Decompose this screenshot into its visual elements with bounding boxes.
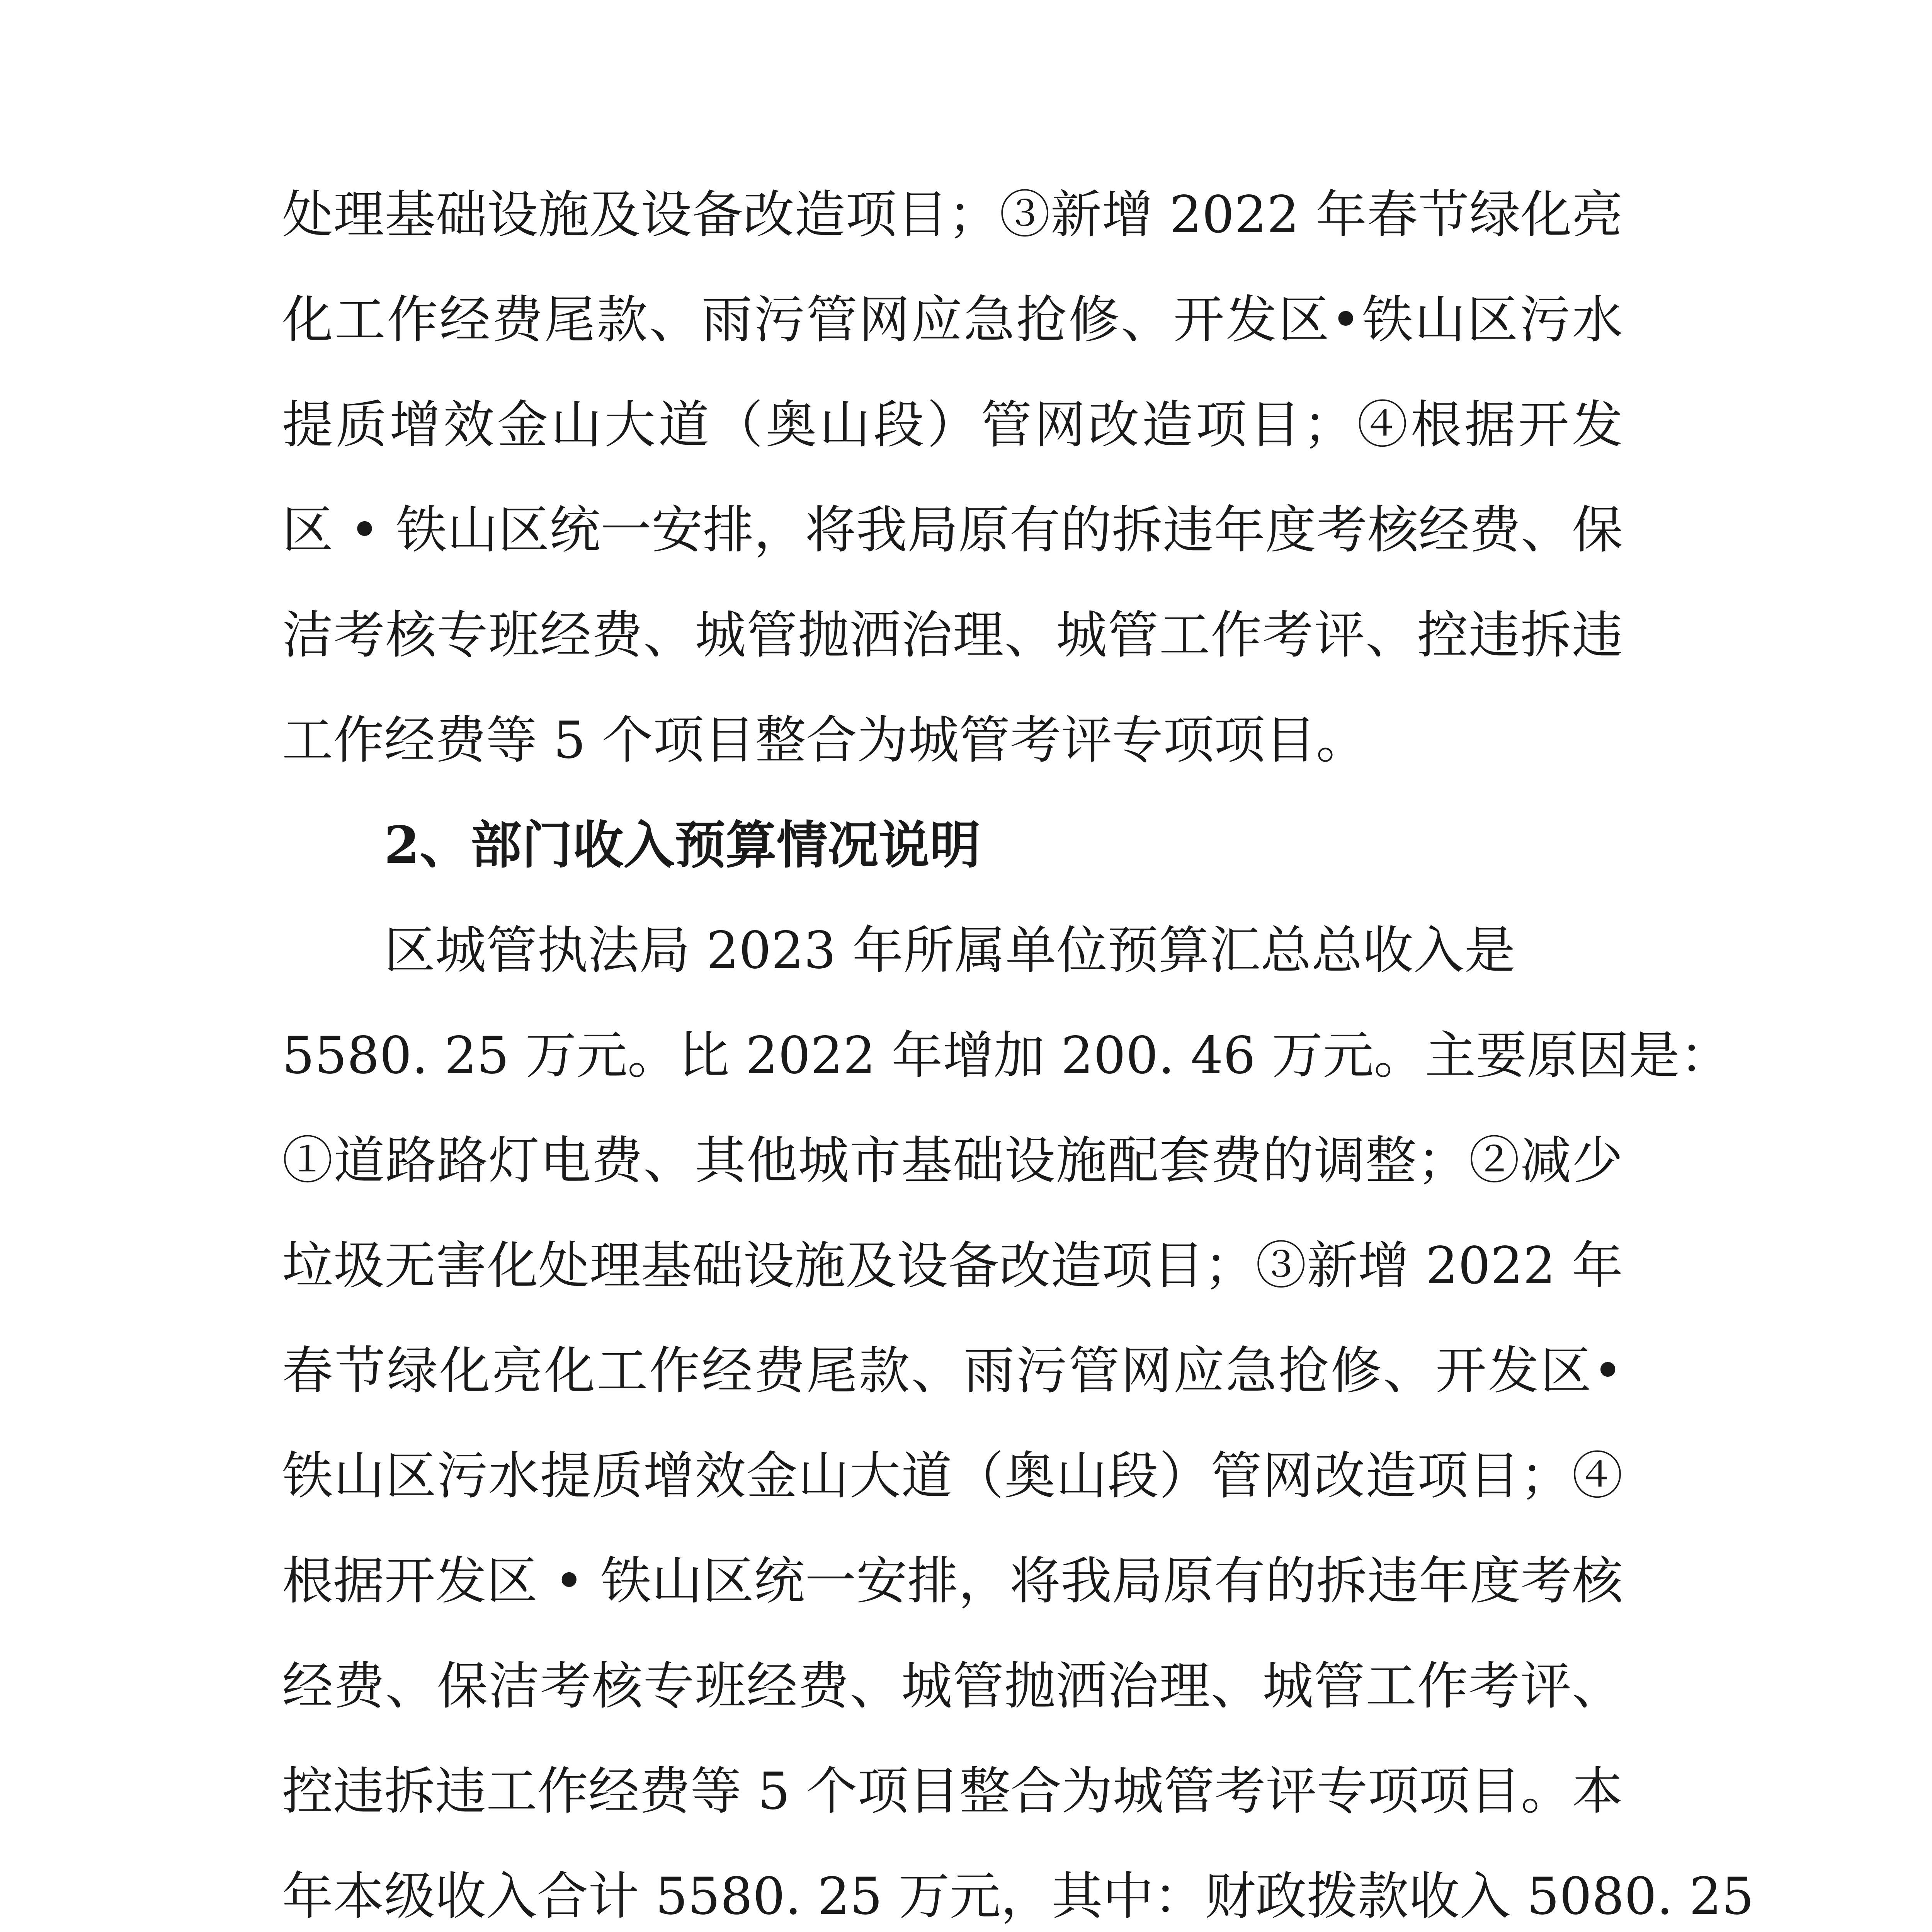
paragraph-line: 洁考核专班经费、城管抛洒治理、城管工作考评、控违拆违 [282,605,1623,665]
paragraph-line: 5580. 25 万元。比 2022 年增加 200. 46 万元。主要原因是： [282,1026,1731,1085]
paragraph-line: ①道路路灯电费、其他城市基础设施配套费的调整；②减少 [282,1131,1623,1190]
paragraph-line: 根据开发区 • 铁山区统一安排，将我局原有的拆违年度考核 [282,1551,1623,1611]
section-heading-income: 2、部门收入预算情况说明 [384,815,981,875]
paragraph-line: 工作经费等 5 个项目整合为城管考评专项项目。 [282,711,1367,770]
paragraph-line: 经费、保洁考核专班经费、城管抛洒治理、城管工作考评、 [282,1656,1623,1716]
paragraph-line: 化工作经费尾款、雨污管网应急抢修、开发区•铁山区污水 [282,290,1623,350]
paragraph-line: 年本级收入合计 5580. 25 万元，其中：财政拨款收入 5080. 25 [282,1867,1754,1926]
paragraph-line: 铁山区污水提质增效金山大道（奥山段）管网改造项目；④ [282,1446,1623,1506]
document-body [282,162,1754,1932]
paragraph-line: 区城管执法局 2023 年所属单位预算汇总总收入是 [384,921,1515,980]
paragraph-line: 提质增效金山大道（奥山段）管网改造项目；④根据开发 [282,395,1623,455]
paragraph-line: 控违拆违工作经费等 5 个项目整合为城管考评专项项目。本 [282,1762,1623,1821]
continued-paragraph [282,162,1623,793]
paragraph-line: 处理基础设施及设备改造项目；③新增 2022 年春节绿化亮 [282,185,1623,245]
paragraph-line: 春节绿化亮化工作经费尾款、雨污管网应急抢修、开发区• [282,1341,1623,1401]
income-paragraph [282,898,1754,1932]
paragraph-line: 区 • 铁山区统一安排，将我局原有的拆违年度考核经费、保 [282,500,1623,560]
paragraph-line: 垃圾无害化处理基础设施及设备改造项目；③新增 2022 年 [282,1236,1623,1296]
